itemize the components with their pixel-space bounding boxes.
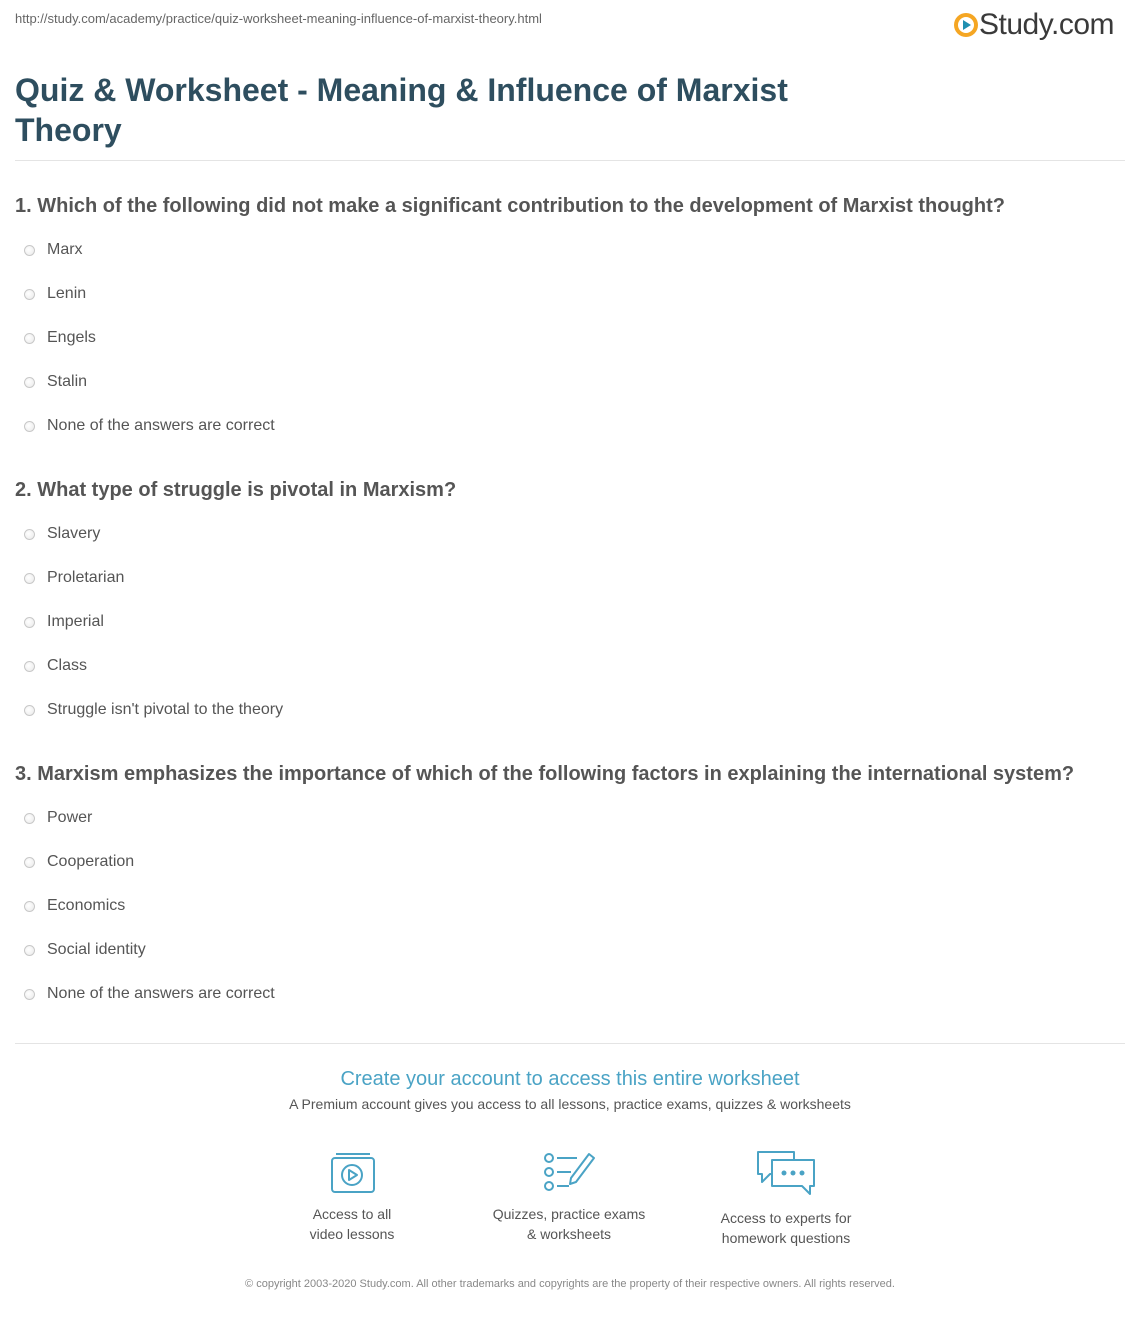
answer-option[interactable] [15,972,1125,1016]
answer-option[interactable] [15,228,1125,272]
radio-button[interactable] [24,945,35,956]
radio-button[interactable] [24,421,35,432]
question-1 [15,193,1125,448]
study-logo[interactable] [953,8,1114,42]
question-2 [15,477,1125,732]
feature-line: & worksheets [526,1226,612,1242]
option-label: Engels [47,329,96,346]
option-label: Struggle isn't pivotal to the theory [47,701,284,718]
option-label: Lenin [47,285,87,302]
feature-quizzes [469,1148,669,1244]
radio-button[interactable] [24,377,35,388]
page-url: http://study.com/academy/practice/quiz-worksheet-meaning-influence-of-marxist-theory.html [15,11,542,26]
question-3 [15,761,1125,1016]
radio-button[interactable] [24,901,35,912]
logo-text: Study.com [979,8,1114,41]
option-label: Stalin [47,373,88,390]
answer-option[interactable] [15,840,1125,884]
option-label: None of the answers are correct [47,985,275,1002]
radio-button[interactable] [24,661,35,672]
answer-option[interactable] [15,316,1125,360]
divider [15,1043,1125,1044]
option-label: Cooperation [47,853,135,870]
radio-button[interactable] [24,705,35,716]
answer-options [15,228,1125,448]
cta-title-link[interactable]: Create your account to access this entire worksheet [340,1068,800,1090]
video-play-icon [326,1148,378,1196]
answer-option[interactable] [15,360,1125,404]
study-logo-icon [953,12,979,38]
chat-bubbles-icon [754,1148,818,1200]
option-label: Power [47,809,93,826]
radio-button[interactable] [24,989,35,1000]
feature-experts [686,1148,886,1248]
feature-line: homework questions [721,1230,851,1246]
radio-button[interactable] [24,813,35,824]
answer-option[interactable] [15,512,1125,556]
signup-cta [0,1066,1140,1112]
feature-line: Access to all [312,1206,392,1222]
feature-line: Access to experts for [720,1210,852,1226]
option-label: Marx [47,241,83,258]
answer-options [15,796,1125,1016]
cta-subtitle: A Premium account gives you access to all lessons, practice exams, quizzes & worksheets [289,1096,851,1112]
option-label: Economics [47,897,126,914]
answer-option[interactable] [15,272,1125,316]
page-title: Quiz & Worksheet - Meaning & Influence of Marxist Theory [15,72,788,148]
answer-option[interactable] [15,600,1125,644]
answer-option[interactable] [15,928,1125,972]
answer-option[interactable] [15,688,1125,732]
feature-line: video lessons [309,1226,395,1242]
answer-option[interactable] [15,644,1125,688]
feature-line: Quizzes, practice exams [492,1206,646,1222]
option-label: None of the answers are correct [47,417,275,434]
radio-button[interactable] [24,529,35,540]
answer-option[interactable] [15,796,1125,840]
option-label: Imperial [47,613,104,630]
feature-video-lessons [252,1148,452,1244]
answer-option[interactable] [15,404,1125,448]
quiz-checklist-icon [541,1148,597,1196]
option-label: Proletarian [47,569,125,586]
option-label: Social identity [47,941,146,958]
question-text: 1. Which of the following did not make a significant contribution to the development of Marxist thought? [15,195,1005,217]
option-label: Class [47,657,88,674]
radio-button[interactable] [24,857,35,868]
divider [15,160,1125,161]
copyright-text: © copyright 2003-2020 Study.com. All other trademarks and copyrights are the property of their respective owners. All rights reserved. [245,1278,895,1290]
answer-option[interactable] [15,556,1125,600]
radio-button[interactable] [24,333,35,344]
copyright-footer [0,1276,1140,1293]
question-text: 2. What type of struggle is pivotal in Marxism? [15,479,457,501]
radio-button[interactable] [24,617,35,628]
question-text: 3. Marxism emphasizes the importance of which of the following factors in explaining the international system? [15,763,1075,785]
radio-button[interactable] [24,245,35,256]
answer-options [15,512,1125,732]
answer-option[interactable] [15,884,1125,928]
radio-button[interactable] [24,573,35,584]
radio-button[interactable] [24,289,35,300]
option-label: Slavery [47,525,101,542]
